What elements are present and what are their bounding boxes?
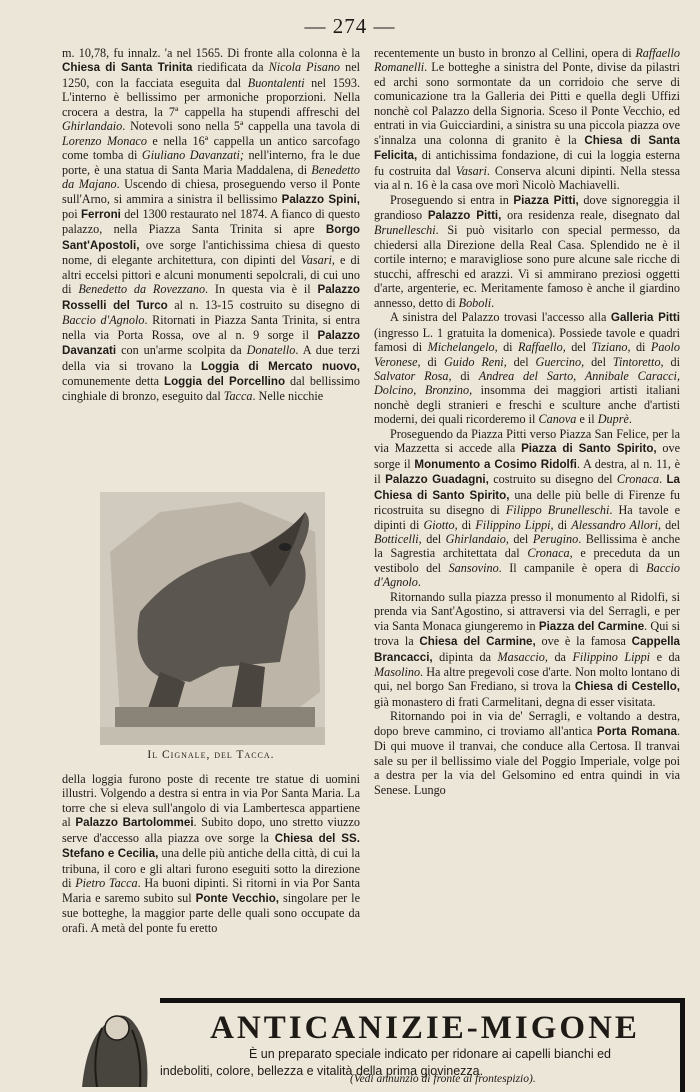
italic-artist-name: Cronaca,: [527, 546, 573, 561]
italic-artist-name: Brunelleschi: [374, 223, 436, 238]
bold-place-name: Palazzo Bartolommei: [75, 816, 194, 830]
text-run: una delle più belle di Firenze fu ricostruita su disegno di: [374, 487, 681, 518]
italic-artist-name: Raffaello,: [518, 340, 566, 355]
text-run: . Di qui muove il tranvai, che conduce alla Certosa. Il tranvai sale su per il bellissimo viale del Poggio Imperiale, volge poi a destra per la via del Gelsomino ed entra quindi in via Senese. Lungo: [374, 723, 680, 797]
text-run: di: [457, 517, 476, 532]
italic-artist-name: Vasari: [455, 163, 487, 178]
text-run: nel 1593. L'interno è bellissimo per armoniche proporzioni. Nella crocera a destra, la 7ª cappella ha stupendi affreschi del: [62, 75, 361, 119]
text-run: costruito su disegno del: [488, 472, 617, 487]
text-run: del 1300 restaurato nel 1874. A fianco di questo palazzo, nella Piazza Santa Trinita si apre: [62, 206, 360, 237]
bold-place-name: Borgo Sant'Apostoli,: [62, 223, 360, 252]
text-run: singolare per le sue botteghe, la maggior parte delle quali sono occupate da orafi. A metà del ponte fu eretto: [62, 890, 360, 935]
bold-place-name: Cappella Brancacci,: [374, 635, 680, 664]
italic-artist-name: Botticelli,: [374, 531, 422, 546]
paragraph: [374, 193, 680, 311]
text-run: . Ha buoni dipinti. Si ritorni in via Por Santa Maria e saremo subito sul: [62, 876, 360, 905]
text-run: nel 1250, con la facciata eseguita dal: [62, 60, 361, 90]
paragraph: [374, 709, 680, 797]
italic-artist-name: Masaccio,: [497, 649, 548, 664]
text-run: . Bellissima è anche la Sagrestia architettata dal: [374, 531, 681, 561]
bold-place-name: Piazza Pitti,: [513, 193, 579, 207]
advertisement-title: ANTICANIZIE-MIGONE: [210, 1010, 640, 1046]
figure-caption: Il Cignale, del Tacca.: [147, 749, 275, 761]
bold-place-name: Palazzo Rosselli del Turco: [62, 283, 361, 312]
italic-artist-name: Guido Reni,: [443, 354, 507, 369]
italic-artist-name: Raffaello Romanelli: [374, 46, 680, 75]
paragraph: [62, 772, 360, 935]
text-run: . Nelle nicchie: [252, 389, 324, 404]
paragraph: [374, 46, 680, 193]
text-run: recentemente un busto in bronzo al Cellini, opera di: [374, 46, 636, 60]
bold-place-name: Galleria Pitti: [610, 311, 680, 325]
bold-place-name: Ponte Vecchio,: [195, 891, 280, 905]
text-run: Ritornando sulla piazza presso il monumento al Ridolfi, si prenda via Sant'Agostino, si attraversi via del Serragli, e per via Santa Monaca giungeremo in: [374, 589, 680, 633]
text-run: ove sorge l'antichissima chiesa di questo nome, di elegante architettura, con dipinti del: [62, 237, 360, 268]
text-run: di: [420, 354, 444, 369]
italic-artist-name: Paolo Veronese,: [374, 340, 681, 369]
italic-artist-name: Buontalenti: [247, 75, 305, 90]
text-run: m. 10,78, fu innalz. 'a nel 1565. Di fronte alla colonna è la: [62, 46, 360, 60]
italic-artist-name: Filippino Lippi,: [475, 517, 554, 532]
text-run: . A due terzi della via si trovano la: [62, 343, 360, 373]
italic-artist-name: Sansovino: [448, 560, 499, 575]
text-run: .: [491, 295, 495, 310]
italic-artist-name: Baccio d'Agnolo: [62, 313, 145, 328]
text-run: . In questa via è il: [205, 282, 318, 297]
text-run: di antichissima fondazione, di cui la loggia esterna fu costruita dal: [374, 148, 680, 178]
text-run: dove signoreggia il grandioso: [374, 192, 680, 222]
italic-artist-name: Salvator Rosa,: [374, 368, 452, 383]
text-run: . Ritornati in Piazza Santa Trinita, si entra nella via Porta Rossa, ove al n. 9 sorge il: [62, 313, 360, 342]
text-run: del: [584, 354, 613, 369]
page-number: — 274 —: [304, 14, 396, 38]
italic-artist-name: Tiziano,: [591, 340, 631, 355]
text-run: del: [508, 531, 533, 546]
italic-artist-name: Filippo Brunelleschi: [505, 503, 610, 518]
text-run: del: [506, 354, 536, 369]
text-run: di: [630, 340, 651, 355]
italic-artist-name: Masolino: [374, 665, 421, 680]
text-run: una delle più antiche della città, di cui la tribuna, il coro e gli altari furono eseguiti sotto la direzione di: [62, 846, 360, 891]
text-run: e da: [650, 649, 680, 664]
text-run: . A destra, al n. 11, è il: [374, 456, 681, 487]
text-run: del: [421, 531, 446, 546]
text-run: ove è la famosa: [535, 634, 632, 649]
bold-place-name: Palazzo Guadagni,: [385, 473, 489, 487]
paragraph: [62, 46, 360, 404]
text-run: di: [553, 517, 572, 532]
text-run: . Uscendo di chiesa, proseguendo verso il Ponte sull'Arno, si ammira a sinistra il bellissimo: [62, 177, 360, 206]
text-run: e il: [576, 412, 598, 427]
text-column-left-bottom: [62, 772, 360, 935]
text-run: al n. 13-15 costruito su disegno di: [167, 297, 361, 312]
italic-artist-name: Pietro Tacca: [75, 876, 138, 891]
bold-place-name: Chiesa di Cestello,: [574, 680, 680, 694]
bold-place-name: Piazza del Carmine: [538, 619, 645, 633]
text-run: .: [659, 472, 667, 487]
bold-place-name: Piazza di Santo Spirito,: [521, 442, 657, 456]
text-run: Proseguendo da Piazza Pitti verso Piazza San Felice, per la via Mazzetta si accede alla: [374, 426, 680, 456]
italic-artist-name: Duprè: [597, 412, 629, 427]
text-run: già monastero di frati Carmelitani, degna di esser visitata.: [374, 694, 656, 709]
text-run: nell'interno, fra le due porte, è una statua di Santa Maria Maddalena, di: [62, 148, 360, 177]
text-run: e preceduta da un vestibolo del: [374, 546, 680, 575]
italic-artist-name: Canova: [538, 412, 577, 427]
text-run: della loggia furono poste di recente tre statue di uomini illustri. Volgendo a destra si entra in via Por Santa Maria. La torre che si eleva sull'angolo di via Lambertesca appartiene al: [62, 772, 360, 830]
text-run: e nella 16ª cappella un antico sarcofago come tomba di: [62, 133, 360, 163]
text-run: . Conserva alcuni dipinti. Nella stessa via al n. 16 è la casa ove morì Nicolò Machiavelli.: [374, 163, 680, 193]
italic-artist-name: Lorenzo Monaco: [62, 133, 147, 148]
italic-artist-name: Giotto,: [423, 517, 458, 532]
advertisement-text-line-1: È un preparato speciale indicato per ridonare ai capelli bianchi ed: [248, 1047, 612, 1061]
advertisement-note: (Vedi annunzio di fronte al frontespizio).: [350, 1073, 536, 1085]
text-run: dal bellissimo cinghiale di bronzo, eseguito dal: [62, 373, 360, 404]
text-run: di: [497, 340, 519, 355]
text-run: . Le botteghe a sinistra del Ponte, divise da pilastri ed archi sono sormontate da un corridoio che serve di comunicazione tra la Galleria dei Pitti e quella degli Uffizi nonchè col Palazzo della Signoria. Sceso il Ponte Vecchio, ed entrati in via Guicciardini, a sinistra su una piccola piazza ove s'innalza una colonna di granito è la: [374, 60, 680, 147]
text-run: . Si può visitarlo con special permesso, da chiedersi alla Direzione della Real Casa. Splendido ne è il cortile interno; e maravigliose sono pure alcune sale ricche di stucchi, affreschi ed arazzi. Vi si ammirano preziosi oggetti d'arte, argenterie, ec. Meritamente famoso è anche il giardino annesso, detto di: [374, 223, 680, 310]
text-column-right: [374, 46, 680, 797]
paragraph: [374, 427, 680, 590]
text-run: .: [417, 575, 421, 590]
italic-artist-name: Vasari,: [300, 253, 335, 268]
text-run: con un'arme scolpita da: [116, 343, 247, 358]
bold-place-name: Chiesa di Santa Trinita: [62, 61, 193, 75]
text-run: di: [451, 368, 479, 383]
italic-artist-name: Nicola Pisano: [268, 60, 341, 75]
text-run: . Il campanile è opera di: [498, 560, 647, 575]
text-run: riedificata da: [192, 60, 269, 75]
italic-artist-name: Benedetto da Majano: [62, 162, 360, 192]
text-run: Proseguendo si entra in: [390, 192, 514, 207]
text-run: e di altri eccelsi pittori e alcuni monumenti sepolcrali, di cui uno di: [62, 253, 361, 297]
italic-artist-name: Perugino: [532, 531, 579, 546]
text-run: . Ha altre pregevoli cose d'arte. Non molto lontano di qui, nel borgo San Frediano, si trova la: [374, 665, 680, 694]
italic-artist-name: Guercino,: [535, 354, 585, 369]
bold-place-name: Ferroni: [80, 207, 121, 221]
italic-artist-name: Cronaca: [616, 472, 660, 487]
text-run: Ritornando poi in via de' Serragli, e voltando a destra, dopo breve cammino, ci troviamo all'antica: [374, 709, 680, 738]
italic-artist-name: Baccio d'Agnolo: [374, 560, 680, 590]
text-run: comunemente detta: [62, 373, 164, 388]
text-run: . Notevoli sono nella 5ª cappella una tavola di: [122, 119, 360, 134]
bold-place-name: Chiesa del SS. Stefano e Cecilia,: [62, 831, 360, 861]
italic-artist-name: Tacca: [223, 389, 253, 404]
text-run: .: [628, 412, 632, 427]
text-run: del: [565, 340, 592, 355]
bold-place-name: Palazzo Davanzati: [62, 328, 360, 358]
text-run: A sinistra del Palazzo trovasi l'accesso alla: [390, 310, 611, 325]
italic-artist-name: Giuliano Davanzati;: [141, 148, 244, 163]
text-run: da: [547, 649, 573, 664]
text-run: . Ha tavole e dipinti di: [374, 503, 681, 532]
text-run: poi: [62, 206, 81, 221]
bold-place-name: Loggia del Porcellino: [163, 374, 286, 388]
italic-artist-name: Andrea del Sarto, Annibale Caracci, Dolcino, Bronzino,: [374, 368, 680, 398]
advertisement-text-line-2: indeboliti, colore, bellezza e vitalità della prima giovinezza.: [160, 1064, 484, 1078]
text-run: del: [661, 517, 681, 532]
text-run: dipinta da: [432, 649, 498, 664]
italic-artist-name: Donatello: [246, 343, 296, 358]
italic-artist-name: Alessandro Allori,: [571, 517, 662, 532]
bold-place-name: Porta Romana: [596, 724, 677, 738]
bold-place-name: Palazzo Pitti,: [427, 208, 502, 222]
italic-artist-name: Boboli: [458, 295, 492, 310]
paragraph: [374, 590, 680, 710]
bold-place-name: Chiesa di Santa Felicita,: [374, 133, 680, 163]
bold-place-name: Monumento a Cosimo Ridolfi: [414, 457, 577, 471]
text-run: ove sorge il: [374, 441, 680, 471]
paragraph: [374, 310, 680, 427]
italic-artist-name: Ghirlandaio,: [445, 531, 509, 546]
bold-place-name: La Chiesa di Santo Spirito,: [374, 473, 680, 502]
text-run: . Subito dopo, uno stretto viuzzo serve d'accesso alla piazza ove sorge la: [62, 815, 361, 845]
italic-artist-name: Tintoretto,: [612, 354, 664, 369]
text-run: ora residenza reale, disegnato dal: [501, 207, 680, 222]
bold-place-name: Chiesa del Carmine,: [419, 635, 536, 649]
italic-artist-name: Benedetto da Rovezzano: [78, 282, 206, 297]
text-run: . Qui si trova la: [374, 618, 680, 649]
bold-place-name: Palazzo Spini,: [281, 192, 360, 206]
text-run: insomma dei maggiori artisti italiani nonchè degli stranieri e freschi e sculture anche d'artisti moderni, dei quali ricorderemo il: [374, 383, 680, 427]
italic-artist-name: Michelangelo,: [427, 340, 498, 355]
bold-place-name: Loggia di Mercato nuovo,: [200, 359, 360, 373]
advertisement-woman-illustration: [62, 998, 158, 1087]
text-column-left-top: [62, 46, 360, 404]
italic-artist-name: Ghirlandaio: [62, 119, 123, 134]
italic-artist-name: Filippino Lippi: [572, 649, 651, 664]
text-run: di: [663, 354, 681, 369]
boar-statue-image: [100, 492, 325, 745]
text-run: (ingresso L. 1 gratuita la domenica). Possiede tavole e quadri famosi di: [374, 325, 680, 355]
